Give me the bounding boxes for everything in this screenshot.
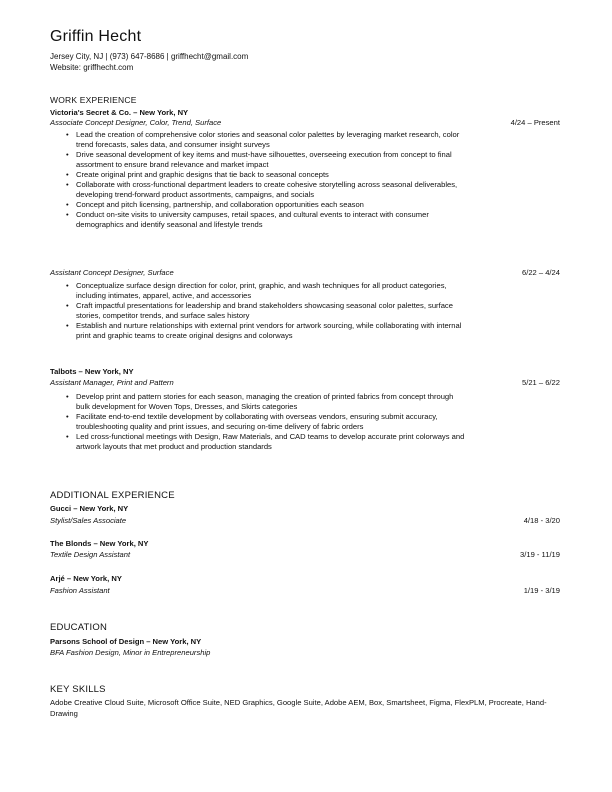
website-line: Website: griffhecht.com bbox=[50, 63, 134, 72]
education-degree: BFA Fashion Design, Minor in Entrepreneurship bbox=[50, 648, 211, 657]
talbots-role-dates: 5/21 – 6/22 bbox=[521, 378, 560, 387]
bullet-item: • Lead the creation of comprehensive color stories and seasonal color palettes by leveraging market research, color trend forecasts, sales data, and consumer insight surveys bbox=[66, 130, 466, 150]
bullet-item: • Create original print and graphic designs that tie back to seasonal concepts bbox=[66, 170, 466, 180]
vs-role1-bullets bbox=[66, 130, 466, 230]
additional-company: The Blonds – New York, NY bbox=[50, 539, 149, 548]
bullet-item: • Establish and nurture relationships with external print vendors for artwork sourcing, while collaborating with internal print and graphic teams to create original designs and colorways bbox=[66, 321, 466, 341]
key-skills-heading: KEY SKILLS bbox=[50, 684, 106, 695]
talbots-bullets bbox=[66, 392, 466, 452]
additional-role: Stylist/Sales Associate bbox=[50, 516, 127, 525]
talbots-company: Talbots – New York, NY bbox=[50, 367, 134, 376]
bullet-item: • Collaborate with cross-functional department leaders to create cohesive storytelling across seasonal deliverables, developing trend-forward product assortments, campaigns, and socials bbox=[66, 180, 466, 200]
additional-role: Textile Design Assistant bbox=[50, 550, 131, 559]
vs-role2-title: Assistant Concept Designer, Surface bbox=[50, 268, 174, 277]
vs-role2-dates: 6/22 – 4/24 bbox=[521, 268, 560, 277]
candidate-name: Griffin Hecht bbox=[50, 28, 142, 45]
additional-experience-heading: ADDITIONAL EXPERIENCE bbox=[50, 490, 175, 501]
additional-dates: 1/19 - 3/19 bbox=[523, 586, 560, 595]
bullet-item: • Led cross-functional meetings with Design, Raw Materials, and CAD teams to develop accurate print colorways and artwork layouts that met product and production standards bbox=[66, 432, 466, 452]
vs-role2-bullets bbox=[66, 281, 466, 341]
additional-company: Gucci – New York, NY bbox=[50, 504, 129, 513]
additional-dates: 3/19 - 11/19 bbox=[520, 550, 560, 559]
vs-company: Victoria's Secret & Co. – New York, NY bbox=[50, 108, 189, 117]
bullet-item: • Conceptualize surface design direction for color, print, graphic, and wash techniques for all product categories, including intimates, apparel, active, and accessories bbox=[66, 281, 466, 301]
bullet-item: • Conduct on-site visits to university campuses, retail spaces, and cultural events to interact with consumer demographics and identify seasonal and lifestyle trends bbox=[66, 210, 466, 230]
bullet-item: • Develop print and pattern stories for each season, managing the creation of printed fabrics from concept through bulk development for Woven Tops, Dresses, and Skirts categories bbox=[66, 392, 466, 412]
key-skills-text: Adobe Creative Cloud Suite, Microsoft Office Suite, NED Graphics, Google Suite, Adobe AEM, Box, Smartsheet, Figma, FlexPLM, Procreate, Hand-Drawing bbox=[50, 698, 547, 718]
additional-dates: 4/18 - 3/20 bbox=[523, 516, 560, 525]
contact-line: Jersey City, NJ | (973) 647-8686 | griffhecht@gmail.com bbox=[50, 52, 249, 61]
additional-role: Fashion Assistant bbox=[50, 586, 110, 595]
vs-role1-dates: 4/24 – Present bbox=[510, 118, 560, 127]
education-heading: EDUCATION bbox=[50, 622, 108, 633]
talbots-role-title: Assistant Manager, Print and Pattern bbox=[50, 378, 174, 387]
work-experience-heading: WORK EXPERIENCE bbox=[50, 95, 137, 105]
education-school: Parsons School of Design – New York, NY bbox=[50, 637, 202, 646]
bullet-item: • Facilitate end-to-end textile development by collaborating with overseas vendors, ensuring submit accuracy, troubleshooting quality and print issues, and securing on-time delivery of fabric orders bbox=[66, 412, 466, 432]
vs-role1-title: Associate Concept Designer, Color, Trend, Surface bbox=[50, 118, 222, 127]
additional-company: Arjé – New York, NY bbox=[50, 574, 122, 583]
bullet-item: • Concept and pitch licensing, partnership, and collaboration opportunities each season bbox=[66, 200, 466, 210]
bullet-item: • Drive seasonal development of key items and must-have silhouettes, overseeing execution from concept to final assortment to ensure brand relevance and market impact bbox=[66, 150, 466, 170]
bullet-item: • Craft impactful presentations for leadership and brand stakeholders showcasing seasonal color palettes, surface stories, competitor trends, and surface sales history bbox=[66, 301, 466, 321]
